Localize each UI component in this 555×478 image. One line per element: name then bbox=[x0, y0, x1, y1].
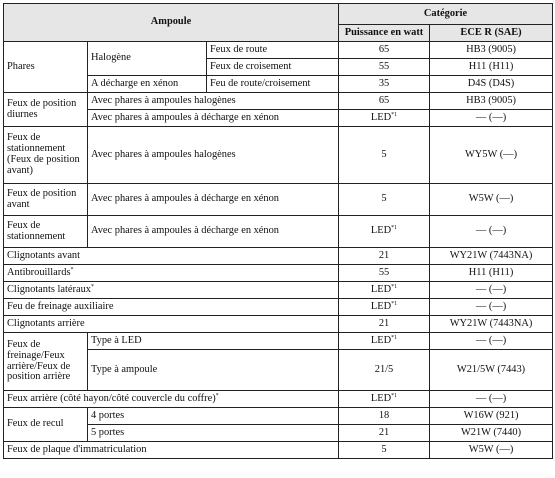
antibrouillards-category: H11 (H11) bbox=[430, 265, 553, 282]
phares-xenon-category: D4S (D4S) bbox=[430, 76, 553, 93]
diurnes-xenon-category: — (—) bbox=[430, 110, 553, 127]
recul-4portes-watt: 18 bbox=[339, 408, 430, 425]
diurnes-xenon-watt-cell bbox=[339, 110, 430, 127]
recul-4portes-desc: 4 portes bbox=[88, 408, 339, 425]
freinage-led-category: — (—) bbox=[430, 333, 553, 350]
plaque-category: W5W (—) bbox=[430, 442, 553, 459]
table-row bbox=[4, 93, 553, 110]
freinage-led-watt: LED bbox=[370, 334, 392, 346]
header-puissance: Puissance en watt bbox=[339, 25, 430, 42]
table-row bbox=[4, 248, 553, 265]
row-label-plaque: Feux de plaque d'immatriculation bbox=[4, 442, 339, 459]
phares-croisement: Feux de croisement bbox=[207, 59, 339, 76]
row-label-diurnes: Feux de position diurnes bbox=[4, 93, 88, 127]
bulb-specification-table bbox=[3, 3, 553, 459]
clignotants-arriere-watt: 21 bbox=[339, 316, 430, 333]
phares-xenon: A décharge en xénon bbox=[88, 76, 207, 93]
phares-croisement-watt: 55 bbox=[339, 59, 430, 76]
footnote-mark: *1 bbox=[391, 111, 398, 118]
recul-4portes-category: W16W (921) bbox=[430, 408, 553, 425]
table-row bbox=[4, 42, 553, 59]
table-row bbox=[4, 184, 553, 216]
table-row bbox=[4, 299, 553, 316]
phares-route-watt: 65 bbox=[339, 42, 430, 59]
row-label-stationnement: Feux de stationnement bbox=[4, 216, 88, 248]
plaque-watt: 5 bbox=[339, 442, 430, 459]
row-label-clignotants-lateraux-cell bbox=[4, 282, 339, 299]
asterisk-mark: * bbox=[70, 266, 74, 273]
freinage-ampoule-watt: 21/5 bbox=[339, 350, 430, 391]
diurnes-xenon-watt: LED bbox=[370, 111, 392, 123]
table-row bbox=[4, 127, 553, 184]
feux-arriere-watt-cell bbox=[339, 391, 430, 408]
stationnement-category: — (—) bbox=[430, 216, 553, 248]
stationnement-avant-desc: Avec phares à ampoules halogènes bbox=[88, 127, 339, 184]
freinage-led-watt-cell bbox=[339, 333, 430, 350]
clignotants-lateraux-watt: LED bbox=[370, 283, 392, 295]
table-row bbox=[4, 442, 553, 459]
phares-halogene: Halogène bbox=[88, 42, 207, 76]
stationnement-avant-watt: 5 bbox=[339, 127, 430, 184]
row-label-feux-arriere: Feux arrière (côté hayon/côté couvercle du coffre) bbox=[7, 392, 216, 404]
clignotants-lateraux-category: — (—) bbox=[430, 282, 553, 299]
row-label-freinage-aux: Feu de freinage auxiliaire bbox=[4, 299, 339, 316]
row-label-clignotants-arriere: Clignotants arrière bbox=[4, 316, 339, 333]
phares-xenon-watt: 35 bbox=[339, 76, 430, 93]
position-avant-watt: 5 bbox=[339, 184, 430, 216]
footnote-mark: *1 bbox=[391, 392, 398, 399]
feux-arriere-watt: LED bbox=[370, 392, 392, 404]
asterisk-mark: * bbox=[90, 283, 94, 290]
feux-arriere-category: — (—) bbox=[430, 391, 553, 408]
phares-xenon-sub: Feu de route/croisement bbox=[207, 76, 339, 93]
freinage-led-desc: Type à LED bbox=[88, 333, 339, 350]
footnote-mark: *1 bbox=[391, 334, 398, 341]
table-row bbox=[4, 316, 553, 333]
freinage-aux-watt-cell bbox=[339, 299, 430, 316]
row-label-phares: Phares bbox=[4, 42, 88, 93]
position-avant-desc: Avec phares à ampoules à décharge en xénon bbox=[88, 184, 339, 216]
row-label-clignotants-avant: Clignotants avant bbox=[4, 248, 339, 265]
table-row bbox=[4, 333, 553, 350]
row-label-stationnement-avant: Feux de stationnement (Feux de position avant) bbox=[4, 127, 88, 184]
footnote-mark: *1 bbox=[391, 300, 398, 307]
diurnes-halogene-watt: 65 bbox=[339, 93, 430, 110]
row-label-recul: Feux de recul bbox=[4, 408, 88, 442]
phares-croisement-category: H11 (H11) bbox=[430, 59, 553, 76]
row-label-feux-arriere-cell bbox=[4, 391, 339, 408]
clignotants-avant-watt: 21 bbox=[339, 248, 430, 265]
freinage-aux-watt: LED bbox=[370, 300, 392, 312]
stationnement-avant-category: WY5W (—) bbox=[430, 127, 553, 184]
header-categorie: Catégorie bbox=[339, 4, 553, 25]
clignotants-avant-category: WY21W (7443NA) bbox=[430, 248, 553, 265]
diurnes-halogene-desc: Avec phares à ampoules halogènes bbox=[88, 93, 339, 110]
phares-route-category: HB3 (9005) bbox=[430, 42, 553, 59]
stationnement-watt: LED bbox=[370, 225, 392, 237]
header-ece: ECE R (SAE) bbox=[430, 25, 553, 42]
table-row bbox=[4, 282, 553, 299]
row-label-antibrouillards: Antibrouillards bbox=[7, 266, 71, 278]
row-label-position-avant: Feux de position avant bbox=[4, 184, 88, 216]
stationnement-desc: Avec phares à ampoules à décharge en xénon bbox=[88, 216, 339, 248]
row-label-freinage: Feux de freinage/Feux arrière/Feux de position arrière bbox=[4, 333, 88, 391]
table-row bbox=[4, 216, 553, 248]
recul-5portes-desc: 5 portes bbox=[88, 425, 339, 442]
recul-5portes-watt: 21 bbox=[339, 425, 430, 442]
footnote-mark: *1 bbox=[391, 283, 398, 290]
header-row bbox=[4, 4, 553, 25]
asterisk-mark: * bbox=[215, 392, 219, 399]
stationnement-watt-cell bbox=[339, 216, 430, 248]
header-ampoule: Ampoule bbox=[4, 4, 339, 42]
position-avant-category: W5W (—) bbox=[430, 184, 553, 216]
table-row bbox=[4, 391, 553, 408]
antibrouillards-watt: 55 bbox=[339, 265, 430, 282]
recul-5portes-category: W21W (7440) bbox=[430, 425, 553, 442]
phares-route: Feux de route bbox=[207, 42, 339, 59]
freinage-ampoule-category: W21/5W (7443) bbox=[430, 350, 553, 391]
freinage-ampoule-desc: Type à ampoule bbox=[88, 350, 339, 391]
bulb-table-container bbox=[3, 3, 552, 459]
diurnes-halogene-category: HB3 (9005) bbox=[430, 93, 553, 110]
table-row bbox=[4, 408, 553, 425]
footnote-mark: *1 bbox=[391, 225, 398, 232]
table-row bbox=[4, 265, 553, 282]
clignotants-arriere-category: WY21W (7443NA) bbox=[430, 316, 553, 333]
diurnes-xenon-desc: Avec phares à ampoules à décharge en xénon bbox=[88, 110, 339, 127]
clignotants-lateraux-watt-cell bbox=[339, 282, 430, 299]
freinage-aux-category: — (—) bbox=[430, 299, 553, 316]
row-label-antibrouillards-cell bbox=[4, 265, 339, 282]
row-label-clignotants-lateraux: Clignotants latéraux bbox=[7, 283, 91, 295]
